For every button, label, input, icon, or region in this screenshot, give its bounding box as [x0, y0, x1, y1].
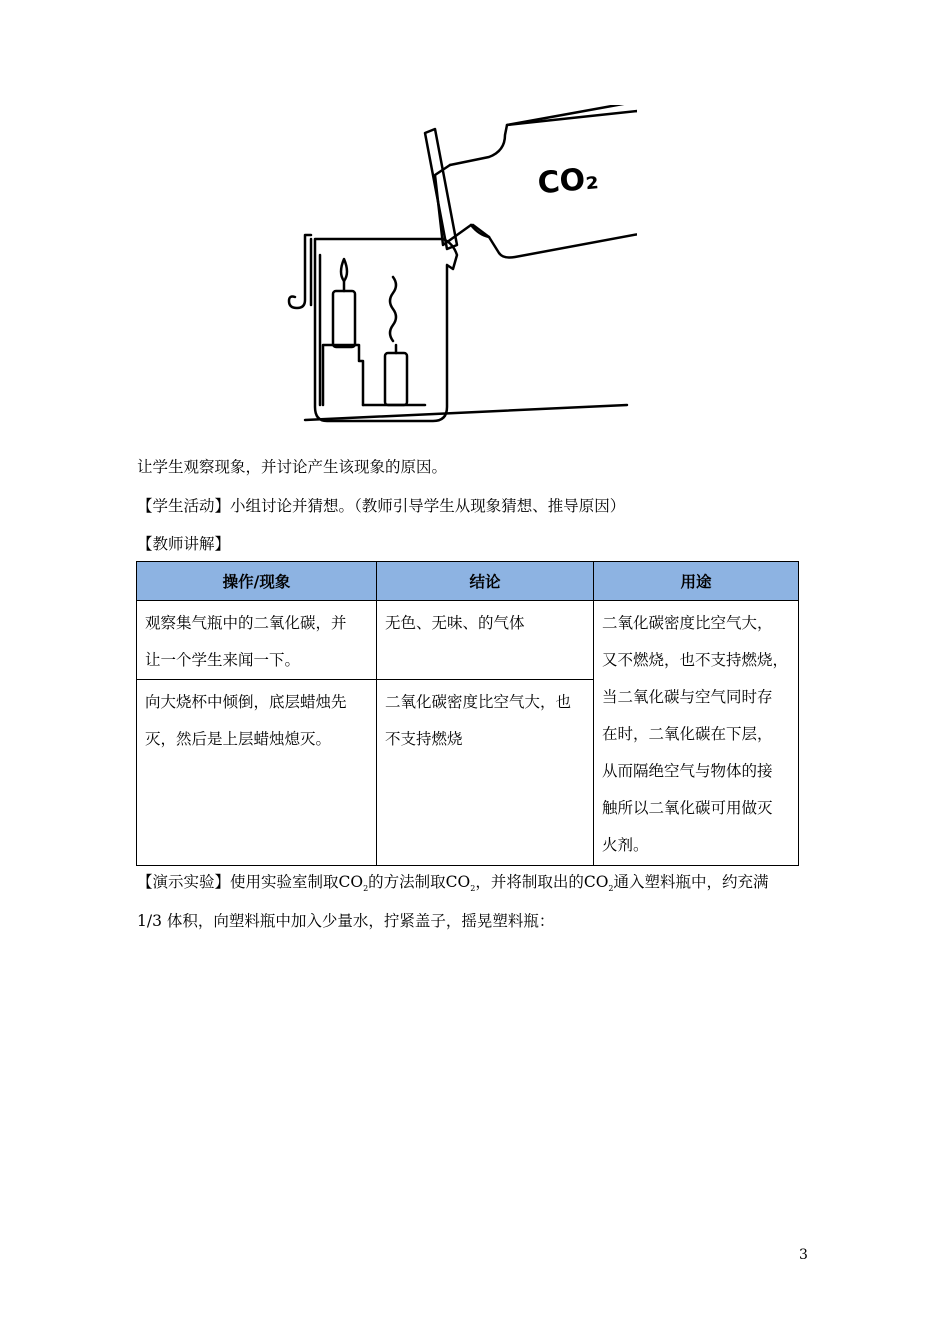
operation-cell: 观察集气瓶中的二氧化碳，并 让一个学生来闻一下。 — [137, 601, 377, 680]
smoke-wisp — [390, 277, 396, 341]
use-cell: 二氧化碳密度比空气大， 又不燃烧，也不支持燃烧， 当二氧化碳与空气同时存 在时，二氧化碳在下层， 从而隔绝空气与物体的接 触所以二氧化碳可用做灭 火剂。 — [594, 601, 799, 866]
header-operation: 操作/现象 — [137, 562, 377, 601]
lower-candle — [385, 353, 407, 405]
co2-bottle — [435, 105, 637, 258]
operation-cell: 向大烧杯中倾倒，底层蜡烛先 灭，然后是上层蜡烛熄灭。 — [137, 680, 377, 866]
demo-experiment-paragraph-line2: 1/3 体积，向塑料瓶中加入少量水，拧紧盖子，摇晃塑料瓶： — [137, 912, 555, 930]
table-surface-line — [305, 405, 627, 420]
teacher-lecture-heading: 【教师讲解】 — [137, 535, 231, 553]
experiment-table — [136, 561, 799, 866]
co2-bottle-label: CO₂ — [536, 161, 600, 202]
table-header-row — [137, 562, 799, 601]
upper-candle — [333, 291, 355, 347]
conclusion-cell: 二氧化碳密度比空气大，也 不支持燃烧 — [377, 680, 594, 866]
hook-rod — [289, 235, 311, 308]
student-activity-paragraph: 【学生活动】小组讨论并猜想。（教师引导学生从现象猜想、推导原因） — [137, 497, 626, 515]
header-conclusion: 结论 — [377, 562, 594, 601]
page-number: 3 — [799, 1247, 808, 1263]
demo-experiment-paragraph: 【演示实验】使用实验室制取$CO_2$的方法制取$CO_2$，并将制取出的$CO_2$通入塑料瓶中，约充满 — [137, 873, 769, 893]
candle-stand — [323, 345, 363, 405]
observe-paragraph: 让学生观察现象，并讨论产生该现象的原因。 — [137, 458, 448, 476]
co2-candle-experiment-illustration — [275, 105, 637, 440]
header-use: 用途 — [594, 562, 799, 601]
table-row — [137, 601, 799, 680]
conclusion-cell: 无色、无味、的气体 — [377, 601, 594, 680]
